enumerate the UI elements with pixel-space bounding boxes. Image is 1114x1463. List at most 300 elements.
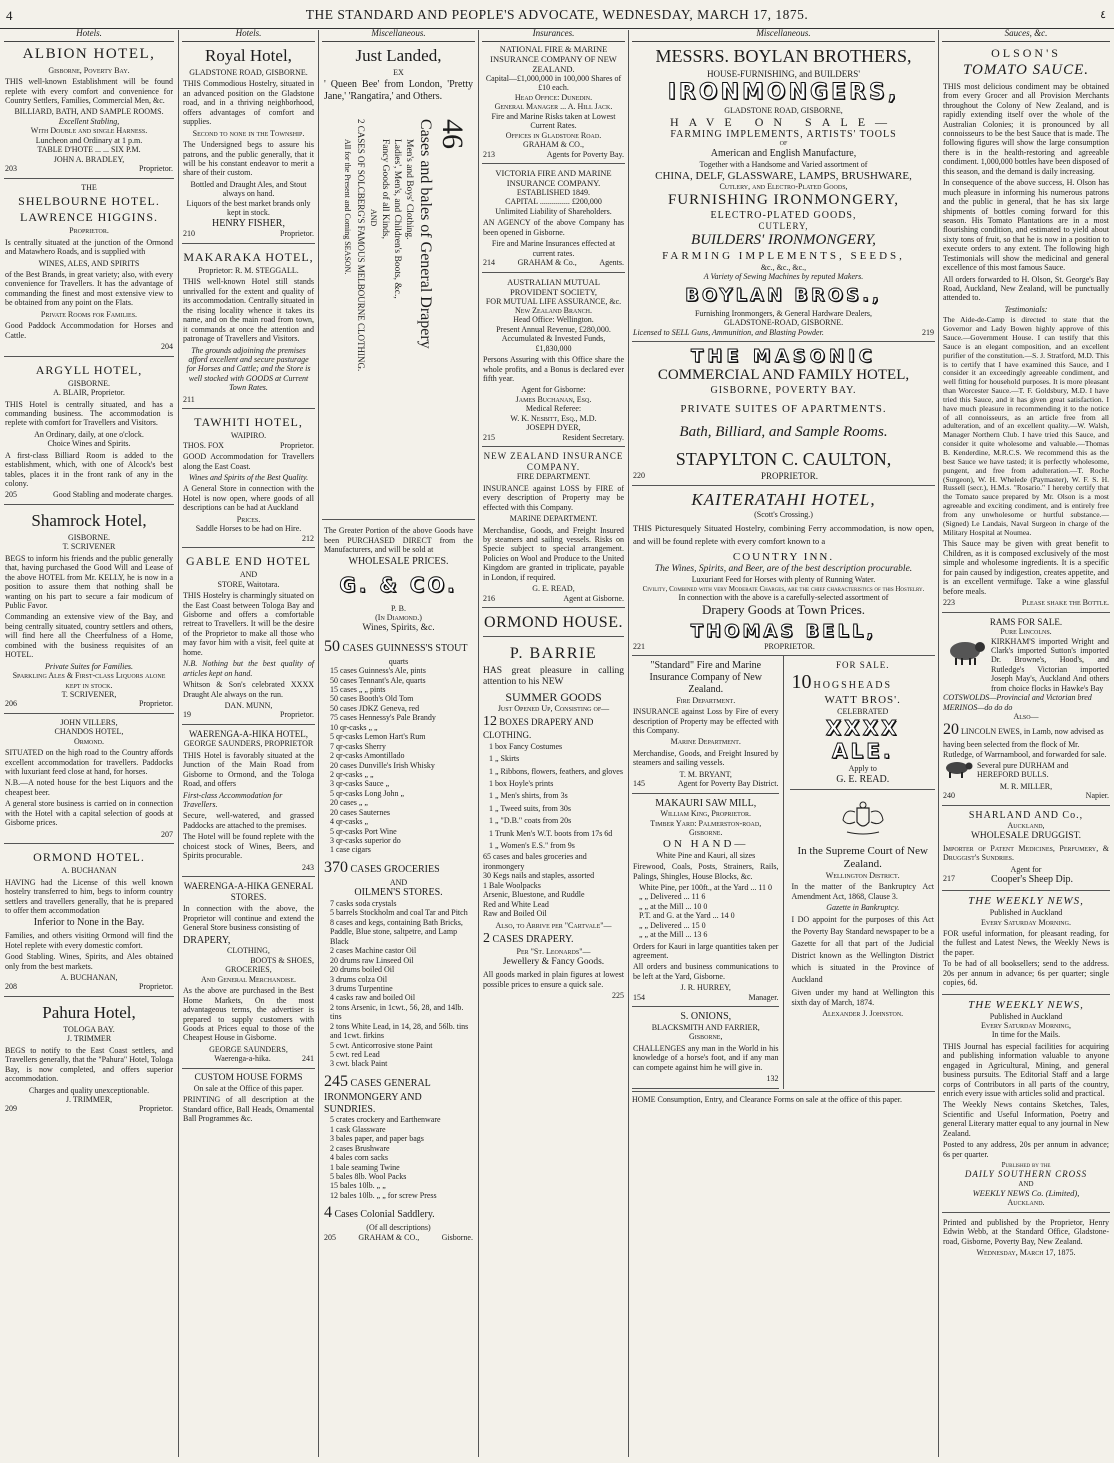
- ad-text: ' Queen Bee' from London, 'Pretty Jane,' 'Rangatira,' and Others.: [324, 79, 473, 103]
- ad-text: To be had of all booksellers; send to the address. 20s per annum in advance; 6s per quarter; single copies, 6d.: [943, 959, 1109, 988]
- ad-line: Head Office: Wellington.: [513, 315, 594, 325]
- list-item: 3 drums colza Oil: [330, 974, 388, 984]
- ad-owner: LAWRENCE HIGGINS.: [19, 210, 159, 225]
- list-item: 5 bales 8lb. Wool Packs: [330, 1172, 407, 1181]
- ad-text: The Hotel will be found replete with the choicest stock of Wines, Beers, and Spirits procurable.: [183, 832, 314, 861]
- ad-line: On sale at the Office of this paper.: [193, 1083, 304, 1093]
- right-subcolumn: [790, 656, 935, 1088]
- ad-line: Testimonials:: [1004, 304, 1048, 314]
- list-item: 5 qr-casks Lemon Hart's Rum: [330, 732, 426, 742]
- ad-albion-hotel: [4, 40, 174, 179]
- ad-signature: G. E. READ,: [532, 584, 575, 594]
- ad-signature: T. SCRIVENER,: [61, 689, 117, 699]
- ad-number: 210: [183, 229, 195, 239]
- ironmongery-list: [324, 1115, 473, 1200]
- ad-role: Manager.: [748, 992, 779, 1002]
- list-item: 12 bales 10lb. „ „ for screw Press: [330, 1190, 437, 1200]
- ad-custom-house-forms: [182, 1069, 315, 1130]
- item-count: 245: [324, 1072, 348, 1090]
- ad-line: COTSWOLDS—Provincial and Victorian bred: [943, 693, 1092, 703]
- ad-rams-for-sale: [942, 613, 1110, 806]
- ad-signature: GRAHAM & CO.,: [523, 140, 584, 150]
- ad-owner: J. TRIMMER: [66, 1034, 112, 1044]
- list-item: „ „ at the Mill ... 13 6: [639, 930, 708, 940]
- ad-owner: STAPYLTON C. CAULTON,: [675, 449, 892, 470]
- column-rule: [938, 30, 939, 1457]
- ad-line: COUNTRY INN.: [732, 550, 835, 563]
- ad-line: Second to none in the Township.: [192, 128, 305, 138]
- imprint-date: Wednesday, March 17, 1875.: [976, 1247, 1076, 1257]
- item-title: CASES DRAPERY.: [492, 933, 574, 945]
- ad-owner: A. BLAIR, Proprietor.: [53, 388, 125, 398]
- ad-signature: A. BUCHANAN,: [60, 972, 118, 982]
- ad-line: BUILDERS' IRONMONGERY,: [691, 232, 876, 248]
- ad-line: Sparkling Ales & First-class Liquors alone kept in stock.: [12, 671, 166, 690]
- ad-shelbourne-hotel: [4, 179, 174, 357]
- ad-ormond-house: [482, 608, 625, 1004]
- ad-signature: G. E. READ.: [836, 773, 890, 785]
- rotated-line: Fancy Goods of all Kinds,: [380, 139, 390, 240]
- ad-number: 204: [161, 342, 173, 352]
- ad-line: Apply to: [848, 764, 877, 774]
- list-item: 1 „ Tweed suits, from 30s: [489, 803, 571, 813]
- item-title: CASES GROCERIES: [350, 863, 440, 875]
- imprint-text: Printed and published by the Proprietor, Henry Edwin Webb, at the Standard Office, Gladstone-road, Gisborne, Poverty Bay, New Zealand.: [943, 1217, 1109, 1246]
- ad-line: Luxuriant Feed for Horses with plenty of Running Water.: [691, 575, 876, 585]
- list-item: 1 „ Men's shirts, from 3s: [489, 791, 568, 801]
- ad-text: SITUATED on the high road to the Country affords excellent accommodation for travellers. Paddocks with luxuriant feed close at hand, for horses.: [5, 748, 173, 777]
- ad-title: Pahura Hotel,: [42, 1002, 136, 1022]
- column-rule: [178, 30, 179, 1457]
- ad-text: INSURANCE against LOSS by FIRE of every description of Property may be effected with this Company.: [483, 483, 624, 512]
- rotated-line: Men's and Boys' Clothing.: [404, 139, 414, 240]
- list-item: 15 cases „ „ pints: [330, 685, 386, 695]
- ad-number: 208: [5, 982, 17, 992]
- column-miscellaneous-2: [632, 28, 935, 1457]
- ad-line: Wellington District.: [825, 870, 900, 880]
- list-item: P.T. and G. at the Yard ... 14 0: [639, 911, 735, 921]
- ad-text: Merchandise, Goods, and Freight Insured by steamers and sailing vessels.: [633, 748, 779, 768]
- item-count: 20: [943, 721, 959, 739]
- ad-text: Orders for Kauri in large quantities taken per agreement.: [633, 941, 779, 961]
- ad-standard-insurance: [632, 656, 779, 793]
- list-item: 3 qr-casks Sauce „: [330, 779, 390, 789]
- ad-role: Resident Secretary.: [562, 432, 624, 442]
- ad-title: OLSON'S: [991, 46, 1061, 60]
- ad-line: WHOLESALE PRICES.: [348, 556, 449, 568]
- item-count: 12: [483, 713, 497, 729]
- ad-place: Gisborne.: [441, 1232, 473, 1242]
- ad-line: Charges and quality unexceptionable.: [28, 1085, 150, 1095]
- ad-for-sale-ale: [790, 656, 935, 790]
- column-header: Miscellaneous.: [632, 28, 935, 42]
- ad-title: VICTORIA FIRE AND MARINE INSURANCE COMPANY.: [495, 167, 612, 188]
- ad-text: Importer of Patent Medicines, Perfumery, & Druggist's Sundries.: [943, 843, 1109, 863]
- list-item: CLOTHING,: [227, 946, 270, 956]
- ad-text: In the matter of the Bankruptcy Act Amendment Act, 1868, Clause 3.: [791, 882, 934, 901]
- ad-royal-hotel: [182, 40, 315, 244]
- ad-text: A first-class Billiard Room is added to the establishment, which, with one of Alcock's best tables, places it in the front rank of any in the colony.: [5, 450, 173, 489]
- ad-number: 212: [302, 533, 314, 543]
- ad-tawhiti-hotel: [182, 409, 315, 548]
- list-item: 1 case cigars: [330, 845, 371, 855]
- ad-line: Also, to Arrive per "Cartvale"—: [495, 921, 612, 931]
- ad-text: A General Store in connection with the Hotel is now open, where goods of all descriptions can be had at Auckland: [183, 484, 314, 513]
- ad-text: N.B. Nothing but the best quality of articles kept on hand.: [183, 659, 314, 678]
- item-count: 370: [324, 858, 348, 876]
- list-item: GROCERIES,: [225, 965, 272, 975]
- ad-title: AUSTRALIAN MUTUAL PROVIDENT SOCIETY,: [507, 276, 600, 297]
- column-rule: [478, 30, 479, 1457]
- ad-line: Cooper's Sheep Dip.: [990, 874, 1074, 886]
- ad-makauri-saw-mill: [632, 794, 779, 1008]
- ad-line: (Of all descriptions): [366, 1223, 431, 1233]
- ad-role: Proprietor.: [280, 440, 314, 450]
- ad-place: Napier.: [1085, 791, 1109, 801]
- ad-owner: JOHN VILLERS,: [60, 717, 118, 727]
- list-item: 5 qr-casks Port Wine: [330, 826, 397, 836]
- ad-text: Good Stabling. Wines, Spirits, and Ales obtained only from the best markets.: [5, 952, 173, 971]
- ad-ormond-hotel: [4, 844, 174, 997]
- ad-title: CHANDOS HOTEL,: [54, 727, 124, 737]
- ad-brand: BOYLAN BROS.,: [685, 284, 882, 306]
- imprint: [942, 1213, 1110, 1261]
- ad-signature: Alexander J. Johnston.: [822, 1009, 904, 1019]
- ad-line: Civility, Combined with very Moderate Charges, are the chief characteristics of this Hostelry.: [642, 584, 925, 593]
- ad-line: Please shake the Bottle.: [1021, 598, 1109, 608]
- ad-text: In connection with the above, the Proprietor will continue and extend the General Store business consisting of: [183, 904, 314, 933]
- list-item: 2 qr-casks „ „: [330, 769, 374, 779]
- ad-line: Several pure DURHAM and HEREFORD BULLS.: [977, 761, 1069, 780]
- ad-line: Unlimited Liability of Shareholders.: [495, 206, 612, 216]
- list-item: 20 cases Sauternes: [330, 807, 390, 817]
- ad-line: ELECTRO-PLATED GOODS,: [710, 209, 857, 221]
- ad-number: 240: [943, 791, 955, 801]
- ad-line: CELEBRATED: [837, 707, 889, 717]
- ad-title: COMMERCIAL AND FAMILY HOTEL,: [657, 367, 910, 384]
- list-item: „ „ Delivered ... 15 0: [639, 920, 706, 930]
- list-item: 1 Bale Woolpacks: [483, 880, 541, 890]
- ad-signature: JOHN A. BRADLEY,: [53, 154, 125, 164]
- ad-signature: JOSEPH DYER,: [526, 423, 581, 433]
- ad-number: 241: [302, 1054, 314, 1064]
- ad-home-consumption: HOME Consumption, Entry, and Clearance Forms on sale at the office of this paper.: [632, 1091, 935, 1104]
- column-hotels-1: [4, 28, 174, 1457]
- ad-line: PRIVATE SUITES OF APARTMENTS.: [680, 402, 887, 415]
- ad-number: 203: [5, 164, 17, 174]
- ad-line: In time for the Mails.: [991, 1030, 1061, 1040]
- item-title: CASES GENERAL IRONMONGERY AND SUNDRIES.: [324, 1077, 431, 1115]
- ad-signature: DAN. MUNN,: [224, 700, 273, 710]
- ad-text: The Greater Portion of the above Goods have been PURCHASED DIRECT from the Manufacturers, and will be sold at: [324, 526, 473, 554]
- ad-title: RAMS FOR SALE.: [989, 616, 1063, 627]
- ad-place: Waerenga-a-hika.: [214, 1054, 271, 1064]
- ad-line: Saddle Horses to be had on Hire.: [195, 524, 302, 534]
- ad-line: White Pine and Kauri, all sizes: [656, 850, 756, 860]
- list-item: 2 tons Arsenic, in 1cwt., 56, 28, and 14lb. tins: [330, 1002, 464, 1022]
- column-hotels-2: [182, 28, 315, 1457]
- ad-line: CAPITAL ............... £200,000: [505, 197, 602, 207]
- ad-text: THIS Hotel is centrally situated, and has a commanding business. The accommodation is replete with comfort for Travellers and Visitors.: [5, 399, 173, 428]
- list-item: 3 qr-casks superior do: [330, 836, 401, 846]
- list-item: „ „ at the Mill ... 10 0: [639, 901, 708, 911]
- ad-title: ORMOND HOTEL.: [33, 850, 145, 865]
- ad-text: Firewood, Coals, Posts, Strainers, Rails, Palings, Shingles, House Blocks, &c.: [633, 862, 779, 881]
- ad-text: of the Best Brands, in great variety; also, with every convenience for Travellers. It has the advantage of commanding the finest and most extensive view to be obtained from any point on the Flats.: [5, 270, 173, 308]
- ad-line: Agent for: [1010, 864, 1042, 874]
- ad-line: Licensed to SELL Guns, Ammunition, and Blasting Powder.: [633, 327, 824, 337]
- ad-text: A general store business is carried on in connection with the Hotel with a capital selection of goods at Gisborne prices.: [5, 799, 173, 828]
- ad-number: 243: [302, 862, 314, 872]
- ad-chandos-hotel: [4, 714, 174, 844]
- ad-line: Also—: [1013, 712, 1039, 722]
- ad-title: ALBION HOTEL,: [22, 46, 156, 62]
- ad-line: STORE, Waitotara.: [217, 579, 280, 589]
- ad-text: The Aide-de-Camp is directed to state that the Governor and Lady Bowen highly approve of this Sauce.—Government House. I can testify that this Sauce is an elegant composition, and an excellent purifier of the constitution.—S. J. Stratford, M.D. This is to certify that I have examined this Sauce, and I consider it an exceedingly agreeable condiment, and well fitting for household purposes. It is more pleasant than Worcester Sauce.—T. F. Goldsbury, M.D. I have tried this Sauce, and it has given great satisfaction. I have much pleasure in recommending it to the notice of all connoisseurs, as an article free from all adulteration, and of an excellent quality.—W. Walsh, Manager Northern Club. I have tried this Sauce, and consider it quite wholesome and valuable.—Thomas B. Kenderdine, M.R.C.S. We recommend this as the best Sauce we have tasted; it is perfectly wholesome, pungent, and free from adulteration.—T. Roche (Surgeon), W. H. Whelede (Paymaster), W. F. S. H. Russell (secr.), H.M.s. "Rosario." I hereby certify that the Tomato sauce prepared by Mr. Olson is a most agreeable and exciting condiment, and is entirely free from any unwholesome or hurtful substance.—(Signed) Le Landais, Naval Surgeon in charge of the Military Hospital at Noumea.: [943, 315, 1109, 537]
- ad-role: Agent for Poverty Bay District.: [677, 779, 779, 789]
- ad-role: Agent at Gisborne.: [563, 593, 624, 603]
- ad-pahura-hotel: [4, 997, 174, 1118]
- ad-line: Bottled and Draught Ales, and Stout always on hand.: [190, 179, 307, 199]
- ad-text: FOR useful information, for pleasant reading, for the fullest and Latest News, the Weekly News is the paper.: [943, 928, 1109, 957]
- ad-line: OILMEN'S STORES.: [354, 887, 443, 899]
- ad-line: In connection with the above is a carefully-selected assortment of: [678, 592, 889, 602]
- ad-line: Wines, Spirits, &c.: [362, 622, 435, 633]
- ad-line: An Ordinary, daily, at one o'clock.: [34, 429, 144, 439]
- ad-supreme-court: [790, 790, 935, 1022]
- ad-place: Auckland,: [1007, 821, 1045, 831]
- list-item: 3 cwt. black Paint: [330, 1059, 388, 1069]
- ad-line: Drapery Goods at Town Prices.: [701, 602, 866, 618]
- ad-place: GISBORNE.: [67, 532, 110, 542]
- ad-number: 19: [183, 710, 191, 720]
- ad-line: Jewellery & Fancy Goods.: [502, 956, 605, 967]
- ad-number: 145: [633, 779, 645, 789]
- ad-owner: GEORGE SAUNDERS, PROPRIETOR: [183, 739, 314, 749]
- ad-line: Good Stabling and moderate charges.: [52, 490, 173, 500]
- ad-number: 217: [943, 874, 955, 884]
- ad-role: Agents for Poverty Bay.: [546, 149, 624, 159]
- ad-brand: IRONMONGERS,: [667, 79, 900, 105]
- ad-text: THIS Journal has especial facilities for acquiring and publishing information valuable to anyone engaged in Agricultural, Mining, and general business pursuits. The Editorial Staff and a large corps of Contributors in all parts of the country, enrich every issue with articles solid and practical.: [943, 1041, 1109, 1099]
- ad-onions-blacksmith: [632, 1007, 779, 1088]
- ad-role: PROPRIETOR.: [764, 641, 815, 651]
- ad-line: Fire and Marine Risks taken at Lowest Current Rates.: [491, 111, 616, 131]
- ad-number: 214: [483, 258, 495, 268]
- ad-line: HAVE ON SALE—: [669, 115, 898, 130]
- item-count: 2: [483, 930, 490, 946]
- column-header: Hotels.: [182, 28, 315, 42]
- ad-text: HAVING had the License of this well known hostelry transferred to him, begs to inform country settlers and travellers generally, that he is prepared to offer them accommodation: [5, 877, 173, 915]
- list-item: 20 cases Dunville's Irish Whisky: [330, 760, 435, 770]
- ad-title: SHELBOURNE HOTEL.: [18, 193, 160, 208]
- ad-role: Proprietor.: [139, 982, 173, 992]
- ad-line: Published in Auckland: [989, 1011, 1063, 1021]
- ad-makaraka-hotel: [182, 244, 315, 409]
- item-title: BOXES DRAPERY AND CLOTHING.: [483, 716, 594, 741]
- list-item: 50 cases Booth's Old Tom: [330, 694, 414, 704]
- ad-role: Proprietor.: [280, 229, 314, 239]
- list-item: 5 qr-casks Long John „: [330, 788, 405, 798]
- ad-title: In the Supreme Court of New Zealand.: [797, 844, 928, 870]
- ad-title: THE WEEKLY NEWS,: [968, 998, 1084, 1011]
- ad-text: THIS Picturesquely Situated Hostelry, combining Ferry accommodation, is now open, and will be found replete with every comfort known to a: [633, 522, 934, 547]
- ad-line: ESTABLISHED 1849.: [516, 188, 591, 198]
- ad-text: As the above are purchased in the Best Home Markets, On the most advantageous terms, the advertiser is prepared to supply customers with Goods at Prices equal to those of the Cheapest House in Gisborne.: [183, 986, 314, 1043]
- ad-text: Commanding an extensive view of the Bay, and being centrally situated, country settlers and others, will find here all the Cheerfulness of a Home, combined with the business requisites of an HOTEL.: [5, 612, 173, 660]
- sawmill-price-list: [633, 883, 778, 940]
- ad-line: Wines and Spirits of the Best Quality.: [188, 473, 309, 483]
- ad-title: Royal Hotel,: [205, 46, 292, 65]
- ad-place: Ormond.: [73, 736, 105, 746]
- ad-text: INSURANCE against Loss by Fire of every description of Property may be effected with this Company.: [633, 707, 779, 735]
- ad-line: Fire and Marine Insurances effected at current rates.: [491, 239, 616, 258]
- ad-number: 220: [633, 470, 645, 480]
- ad-number: 215: [483, 432, 495, 442]
- list-item: 5 barrels Stockholm and coal Tar and Pitch: [330, 908, 468, 918]
- ad-text: THIS well-known Establishment will be found replete with every comfort and convenience for Country Settlers, Families, Commercial Men, &c.: [5, 77, 173, 105]
- ad-brand: THOMAS BELL,: [690, 620, 877, 642]
- ad-text: Good Paddock Accommodation for Horses and Cattle.: [5, 321, 173, 340]
- masthead: [0, 4, 1114, 29]
- ad-text: BEGS to notify to the East Coast settlers, and Travellers generally, that the "Pahura" Hotel, Tologa Bay, is now completed, and offers superior accommodation.: [5, 1045, 173, 1084]
- ad-title: KAITERATAHI HOTEL,: [691, 490, 876, 510]
- list-item: 3 bales paper, and paper bags: [330, 1134, 424, 1144]
- rotated-line: 2 CASES OF SOLCBERG'S FAMOUS MELBOURNE CLOTHING.: [356, 119, 366, 372]
- ad-place: GISBORNE.: [67, 378, 110, 388]
- ad-line: A Variety of Sewing Machines by reputed Makers.: [703, 272, 864, 282]
- ad-place: GLADSTONE-ROAD, GISBORNE.: [723, 318, 844, 328]
- ad-line: Prices.: [236, 514, 261, 524]
- ad-text: In consequence of the above success, H. Olson has much pleasure in informing his numerous patrons and the public in general, that he has six large shipments of bottles coming forward for this season. His Tomato Plantations are in a most flourishing condition, and estimated to yield about sixty tons of fruit, so that he is now in a position to execute orders to any extent. The following high Testimonials will show the medicinal and general excellence of this most famous Sauce.: [943, 178, 1109, 273]
- list-item: 8 cases and kegs, containing Bath Bricks, Paddle, Blue stone, saltpetre, and Lamp Black: [330, 917, 463, 946]
- ad-line: Inferior to None in the Bay.: [33, 917, 145, 929]
- ad-line: Published in Auckland: [989, 908, 1063, 918]
- rotated-number: 46: [436, 119, 469, 150]
- list-item: 50 cases Tennant's Ale, quarts: [330, 675, 426, 685]
- list-item: 2 cases Brushware: [330, 1143, 390, 1153]
- rotated-line: Cases and bales of General Drapery: [417, 119, 434, 349]
- ad-signature: J. TRIMMER,: [65, 1094, 113, 1104]
- ad-line: Medical Referee:: [525, 404, 582, 414]
- ad-line: Liquors of the best market brands only kept in stock.: [186, 198, 311, 218]
- ad-title: Shamrock Hotel,: [31, 510, 147, 530]
- ad-line: Private Rooms for Families.: [40, 309, 138, 319]
- ad-number: 207: [161, 829, 173, 839]
- ad-number: 211: [183, 394, 195, 404]
- ad-text: Whitson & Son's celebrated XXXX Draught Ale always on the run.: [183, 680, 314, 699]
- ad-owner: P. BARRIE: [509, 644, 598, 662]
- ad-title: MAKAURI SAW MILL,: [655, 797, 757, 809]
- ad-vertical-drapery: [322, 109, 475, 520]
- ad-national-insurance: [482, 40, 625, 164]
- list-item: 1 box Fancy Costumes: [489, 741, 563, 751]
- ad-line: P. B.: [391, 603, 406, 613]
- ad-line: AND: [239, 570, 258, 580]
- list-item: 7 qr-casks Sherry: [330, 741, 386, 751]
- ad-line: Per "St. Leonards"—: [516, 947, 591, 957]
- ad-line: (In Diamond.): [375, 613, 422, 623]
- ad-olsons-tomato-sauce: [942, 40, 1110, 613]
- list-item: 2 qr-casks Amontillado: [330, 751, 405, 761]
- ad-line: Just Opened Up, Consisting of—: [497, 704, 610, 714]
- ad-line: Excellent Stabling,: [58, 116, 120, 126]
- ad-role: Proprietor.: [139, 164, 173, 174]
- ad-line: American and English Manufacture,: [710, 148, 857, 160]
- list-item: 4 bales corn sacks: [330, 1153, 388, 1163]
- ad-text: Families, and others visiting Ormond will find the Hotel replete with every domestic comfort.: [5, 931, 173, 950]
- ad-line: WINES, ALES, AND SPIRITS: [38, 258, 140, 268]
- ad-signature: GRAHAM & Co.,: [517, 258, 577, 268]
- ad-text: CHALLENGES any man in the World in his knowledge of a horse's foot, and if any man can compete against him he will give in.: [633, 1043, 779, 1072]
- list-item: 2 cases Machine castor Oil: [330, 946, 417, 956]
- ad-signature: HENRY FISHER,: [212, 217, 285, 229]
- ad-line: Together with a Handsome and Varied assortment of: [699, 160, 868, 170]
- ad-line: THE: [81, 182, 97, 192]
- ad-text: N.B.—A noted house for the best Liquors and the cheapest beer.: [5, 778, 173, 797]
- ad-line: DAILY SOUTHERN CROSS: [964, 1169, 1088, 1180]
- ad-role: Proprietor.: [69, 226, 109, 236]
- page-number: 4: [6, 8, 13, 23]
- ram-icon: [943, 637, 987, 694]
- ad-line: The Wines, Spirits, and Beer, are of the best description procurable.: [654, 563, 913, 574]
- ad-number: 205: [5, 490, 17, 500]
- ad-text: Is centrally situated at the junction of the Ormond and Matawhero Roads, and is supplied with: [5, 237, 173, 257]
- ad-title: "Standard" Fire and Marine Insurance Company of New Zealand.: [649, 660, 762, 695]
- ad-line: Cutlery, and Electro-Plated Goods,: [719, 182, 848, 192]
- column-sauces: [942, 28, 1110, 1457]
- ad-line: TABLE D'HOTE ... ... SIX P.M.: [37, 145, 141, 155]
- ad-number: 221: [633, 641, 645, 651]
- list-item: 75 cases Hennessy's Pale Brandy: [330, 713, 436, 723]
- ad-title: CUSTOM HOUSE FORMS: [194, 1072, 303, 1083]
- list-item: 10 qr-casks „ „: [330, 722, 378, 732]
- ad-line: Agent for Gisborne:: [521, 385, 586, 395]
- ad-line: Published by the: [1001, 1161, 1051, 1170]
- corner-mark: ٤: [1100, 9, 1106, 21]
- ad-text: Secure, well-watered, and grassed Paddocks are attached to the premises.: [183, 811, 314, 830]
- list-item: 15 bales 10lb. „ „: [330, 1181, 386, 1191]
- ad-text: THIS Hostelry is charmingly situated on the East Coast between Tologa Bay and Gisborne and offers a comfortable retreat to Travellers. It will be the desire of the Proprietor to make all those who may favor him with a visit, feel quite at home.: [183, 591, 314, 657]
- list-item: 1 bale seaming Twine: [330, 1162, 400, 1172]
- ad-title: NEW ZEALAND INSURANCE COMPANY.: [483, 451, 624, 472]
- masthead-title: THE STANDARD AND PEOPLE'S ADVOCATE, WEDNESDAY, MARCH 17, 1875.: [305, 7, 809, 22]
- ad-role: Proprietor.: [139, 699, 173, 709]
- ad-owner: THOS. FOX: [183, 440, 224, 450]
- ad-line: CHINA, DELF, GLASSWARE, LAMPS, BRUSHWARE,: [655, 169, 912, 182]
- ad-line: OF: [779, 141, 788, 148]
- ad-line: Offices in Gladstone Road.: [505, 130, 602, 140]
- column-miscellaneous-1: [322, 28, 475, 1457]
- ad-line: Private Suites for Families.: [45, 661, 133, 671]
- ad-line: Marine Department.: [670, 737, 741, 747]
- ad-number: 209: [5, 1104, 17, 1114]
- ad-line: Accumulated & Invested Funds, £1,830,000: [501, 334, 606, 353]
- ad-text: KIRKHAM'S imported Wright and Clark's imported Sutton's imported Dr. Browne's, Hood's, and Rutledge's Victorian imported Joseph May's, Auckland And others from choice flocks in Hawke's Bay: [991, 636, 1109, 693]
- column-header: Insurances.: [482, 28, 625, 42]
- list-item: Red and White Lead: [483, 899, 549, 909]
- ad-line: First-class Accommodation for Travellers.: [183, 790, 283, 810]
- ad-line: BLACKSMITH AND FARRIER,: [651, 1023, 760, 1033]
- item-title: CASES GUINNESS'S STOUT: [342, 642, 468, 654]
- rotated-line: Ladies', Men's, and Children's Boots, &c.,: [392, 139, 402, 299]
- ad-signature: J. R. HURREY,: [680, 983, 731, 993]
- ad-place: WAIPIRO.: [230, 431, 267, 441]
- ad-waerenga-hotel: [182, 725, 315, 877]
- ad-kaiteratahi-hotel: [632, 486, 935, 656]
- list-item: 20 drums raw Linseed Oil: [330, 955, 414, 965]
- ad-line: AND: [1018, 1179, 1034, 1188]
